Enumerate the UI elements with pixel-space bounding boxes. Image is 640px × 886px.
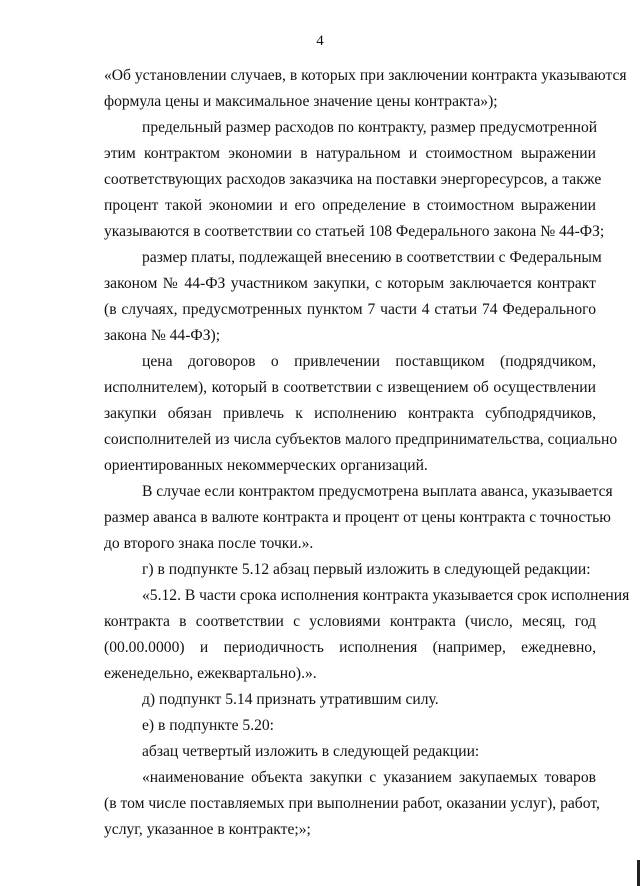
paragraph-line: закона № 44-ФЗ);: [104, 327, 221, 344]
paragraph-line: «наименование объекта закупки с указанием закупаемых товаров: [142, 769, 596, 786]
paragraph-line: (в случаях, предусмотренных пунктом 7 части 4 статьи 74 Федерального: [104, 301, 596, 318]
paragraph-line: «5.12. В части срока исполнения контракта указывается срок исполнения: [142, 587, 630, 604]
paragraph-line: услуг, указанное в контракте;»;: [104, 821, 311, 838]
paragraph-line: (в том числе поставляемых при выполнении работ, оказании услуг), работ,: [104, 795, 600, 812]
paragraph-line: размер аванса в валюте контракта и процент от цены контракта с точностью: [104, 509, 611, 526]
paragraph-line: этим контрактом экономии в натуральном и стоимостном выражении: [104, 145, 596, 162]
paragraph-line: законом № 44-ФЗ участником закупки, с которым заключается контракт: [104, 275, 596, 292]
paragraph-line: ориентированных некоммерческих организаций.: [104, 457, 428, 474]
paragraph-line: исполнителем), который в соответствии с извещением об осуществлении: [104, 379, 596, 396]
paragraph-line: закупки обязан привлечь к исполнению контракта субподрядчиков,: [104, 405, 596, 422]
paragraph-line: размер платы, подлежащей внесению в соответствии с Федеральным: [142, 249, 602, 266]
paragraph-line: до второго знака после точки.».: [104, 535, 314, 552]
paragraph-line: абзац четвертый изложить в следующей редакции:: [142, 743, 480, 760]
paragraph-line: предельный размер расходов по контракту, размер предусмотренной: [142, 119, 598, 136]
page-number: 4: [316, 33, 324, 49]
paragraph-line: В случае если контрактом предусмотрена выплата аванса, указывается: [142, 483, 613, 500]
paragraph-line: е) в подпункте 5.20:: [142, 717, 275, 734]
paragraph-line: указываются в соответствии со статьей 108 Федерального закона № 44-ФЗ;: [104, 223, 605, 240]
paragraph-line: соответствующих расходов заказчика на поставки энергоресурсов, а также: [104, 171, 602, 188]
paragraph-line: формула цены и максимальное значение цены контракта»);: [104, 93, 498, 110]
paragraph-line: соисполнителей из числа субъектов малого предпринимательства, социально: [104, 431, 618, 448]
paragraph-line: контракта в соответствии с условиями контракта (число, месяц, год: [104, 613, 596, 630]
paragraph-line: процент такой экономии и его определение в стоимостном выражении: [104, 197, 596, 214]
paragraph-line: г) в подпункте 5.12 абзац первый изложить в следующей редакции:: [142, 561, 591, 578]
paragraph-line: «Об установлении случаев, в которых при заключении контракта указываются: [104, 67, 627, 84]
paragraph-line: еженедельно, ежеквартально).».: [104, 665, 317, 682]
paragraph-line: д) подпункт 5.14 признать утратившим силу.: [142, 691, 439, 708]
paragraph-line: цена договоров о привлечении поставщиком (подрядчиком,: [142, 353, 596, 370]
paragraph-line: (00.00.0000) и периодичность исполнения (например, ежедневно,: [104, 639, 596, 656]
